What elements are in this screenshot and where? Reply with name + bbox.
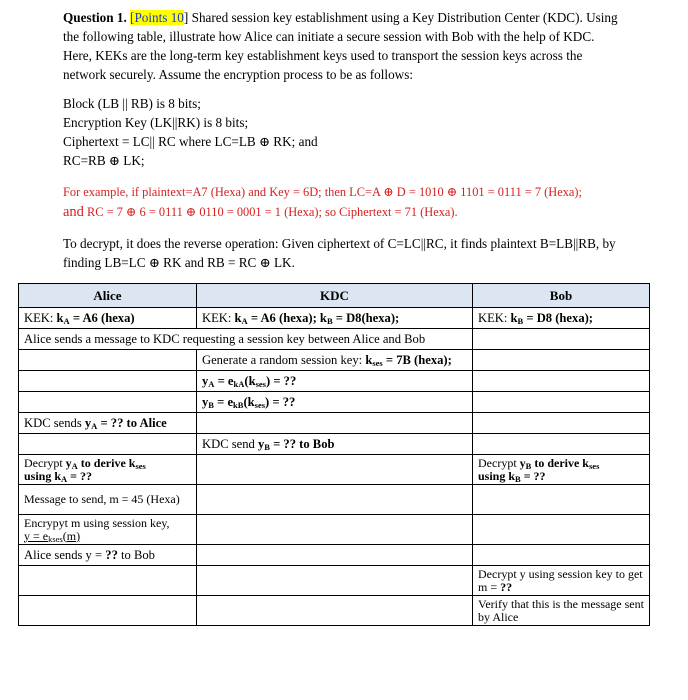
header-bob: Bob (473, 284, 650, 308)
rule-3: Ciphertext = LC|| RC where LC=LB ⊕ RK; and (63, 134, 318, 149)
bob-verify-cell: Verify that this is the message sent by Alice (473, 596, 650, 626)
empty-cell (19, 596, 197, 626)
alice-decrypt-cell: Decrypt $y_A$ to derive $k_{ses}$ using $k_A$ = ?? (19, 455, 197, 485)
empty-cell (197, 485, 473, 515)
question-intro: Question 1. [Points 10] Shared session key establishment using a Key Distribution Center (KDC). Using the following table, illustrate how Alice can initiate a secure session with Bob with the help of KDC. Here, KEKs are the long-term key establishment keys used to transport the session keys across the network securely. Assume the encryption process to be as follows: (63, 10, 618, 82)
empty-cell (19, 566, 197, 596)
empty-cell (473, 350, 650, 371)
empty-cell (197, 413, 473, 434)
empty-cell (473, 392, 650, 413)
points-highlight: [Points 10 (130, 10, 184, 25)
empty-cell (19, 350, 197, 371)
empty-cell (197, 566, 473, 596)
rule-4: RC=RB ⊕ LK; (63, 153, 145, 168)
empty-cell (473, 515, 650, 545)
example-line-1: For example, if plaintext=A7 (Hexa) and Key = 6D; then LC=A ⊕ D = 1010 ⊕ 1101 = 0111 = 7 (Hexa); (63, 185, 582, 199)
kek-kdc-cell: KEK: $k_A = A6$ (hexa); $k_B$ = D8(hexa); (197, 308, 473, 329)
empty-cell (473, 485, 650, 515)
empty-cell (19, 371, 197, 392)
kek-alice-cell: KEK: $k_A = A6$ (hexa) (19, 308, 197, 329)
rule-2: Encryption Key (LK||RK) is 8 bits; (63, 115, 249, 130)
empty-cell (473, 434, 650, 455)
header-alice: Alice (19, 284, 197, 308)
empty-cell (197, 596, 473, 626)
generate-key-cell: Generate a random session key: $k_{ses} = 7B$ (hexa); (197, 350, 473, 371)
empty-cell (473, 329, 650, 350)
ya-cell: $y_A = e_{kA}(k_{ses})$ = ?? (197, 371, 473, 392)
bob-decrypt-y-cell: Decrypt y using session key to get m = ?? (473, 566, 650, 596)
empty-cell (473, 545, 650, 566)
kek-bob-cell: KEK: $k_B = D8$ (hexa); (473, 308, 650, 329)
empty-cell (19, 434, 197, 455)
question-intro-text: Shared session key establishment using a Key Distribution Center (KDC). Using the following table, illustrate how Alice can initiate a secure session with Bob with the help of KDC. Here, KEKs are the long-term key establishment keys used to transport the session keys across the network securely. Assume the encryption process to be as follows: (63, 10, 618, 82)
empty-cell (197, 515, 473, 545)
question-label: Question 1. (63, 10, 127, 25)
decrypt-explanation: To decrypt, it does the reverse operation: Given ciphertext of C=LC||RC, it finds plaintext B=LB||RB, by finding LB=LC ⊕ RK and RB = RC ⊕ LK. (63, 236, 616, 270)
yb-cell: $y_B = e_{kB}(k_{ses})$ = ?? (197, 392, 473, 413)
message-cell: Message to send, m = 45 (Hexa) (19, 485, 197, 515)
example-line-2: and RC = 7 ⊕ 6 = 0111 ⊕ 0110 = 0001 = 1 (Hexa); so Ciphertext = 71 (Hexa). (63, 204, 458, 220)
empty-cell (197, 455, 473, 485)
empty-cell (197, 545, 473, 566)
alice-request-cell: Alice sends a message to KDC requesting a session key between Alice and Bob (19, 329, 473, 350)
kdc-table (18, 283, 650, 626)
rule-1: Block (LB || RB) is 8 bits; (63, 96, 201, 111)
alice-sends-y-cell: Alice sends y = ?? to Bob (19, 545, 197, 566)
kdc-send-yb-cell: KDC send $y_B$ = ?? to Bob (197, 434, 473, 455)
empty-cell (473, 413, 650, 434)
question-block (63, 8, 623, 272)
empty-cell (473, 371, 650, 392)
bob-decrypt-cell: Decrypt $y_B$ to derive $k_{ses}$ using $k_B$ = ?? (473, 455, 650, 485)
kdc-sends-ya-cell: KDC sends $y_A$ = ?? to Alice (19, 413, 197, 434)
encrypt-m-cell: Encrypyt m using session key, $y = e_{kses}(m)$ (19, 515, 197, 545)
header-kdc: KDC (197, 284, 473, 308)
empty-cell (19, 392, 197, 413)
